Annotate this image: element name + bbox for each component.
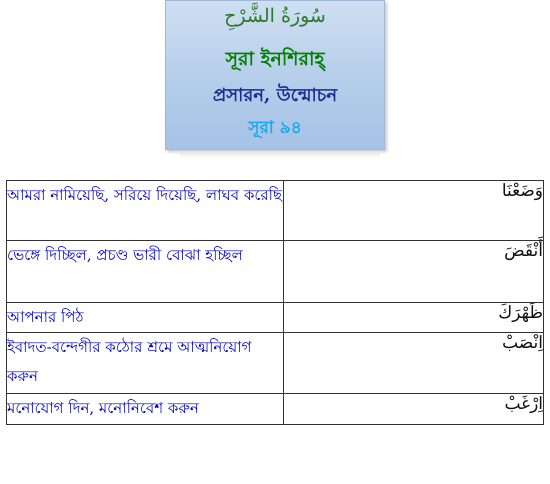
- table-row: [7, 394, 544, 425]
- surah-title-box: [165, 0, 385, 150]
- table-row: [7, 303, 544, 333]
- table-row: [7, 241, 544, 303]
- meaning-cell: ইবাদত-বন্দেগীর কঠোর শ্রমে আত্মনিয়োগ করুন: [7, 333, 284, 394]
- meaning-cell: ভেঙ্গে দিচ্ছিল, প্রচণ্ড ভারী বোঝা হচ্ছিল: [7, 241, 284, 303]
- bengali-surah-title: সূরা ইনশিরাহ্: [225, 48, 325, 70]
- arabic-word-cell: اِنْصَبْ: [284, 333, 544, 394]
- table-row: [7, 333, 544, 394]
- meaning-cell: মনোযোগ দিন, মনোনিবেশ করুন: [7, 394, 284, 425]
- arabic-word-cell: أَنْقَضَ: [284, 241, 544, 303]
- surah-number: সূরা ৯৪: [248, 118, 302, 138]
- surah-meaning: প্রসারন, উন্মোচন: [212, 85, 338, 106]
- meaning-cell: আপনার পিঠ: [7, 303, 284, 333]
- meaning-cell: আমরা নামিয়েছি, সরিয়ে দিয়েছি, লাঘব করেছি: [7, 181, 284, 241]
- arabic-word-cell: ظَهْرَكَ: [284, 303, 544, 333]
- arabic-word-cell: وَضَعْنَا: [284, 181, 544, 241]
- title-box-shadow: [180, 152, 380, 158]
- arabic-surah-title: سُورَةُ الشَّرْحِ: [224, 5, 326, 27]
- table-row: [7, 181, 544, 241]
- arabic-word-cell: اِرْغَبْ: [284, 394, 544, 425]
- vocabulary-table: [6, 180, 544, 425]
